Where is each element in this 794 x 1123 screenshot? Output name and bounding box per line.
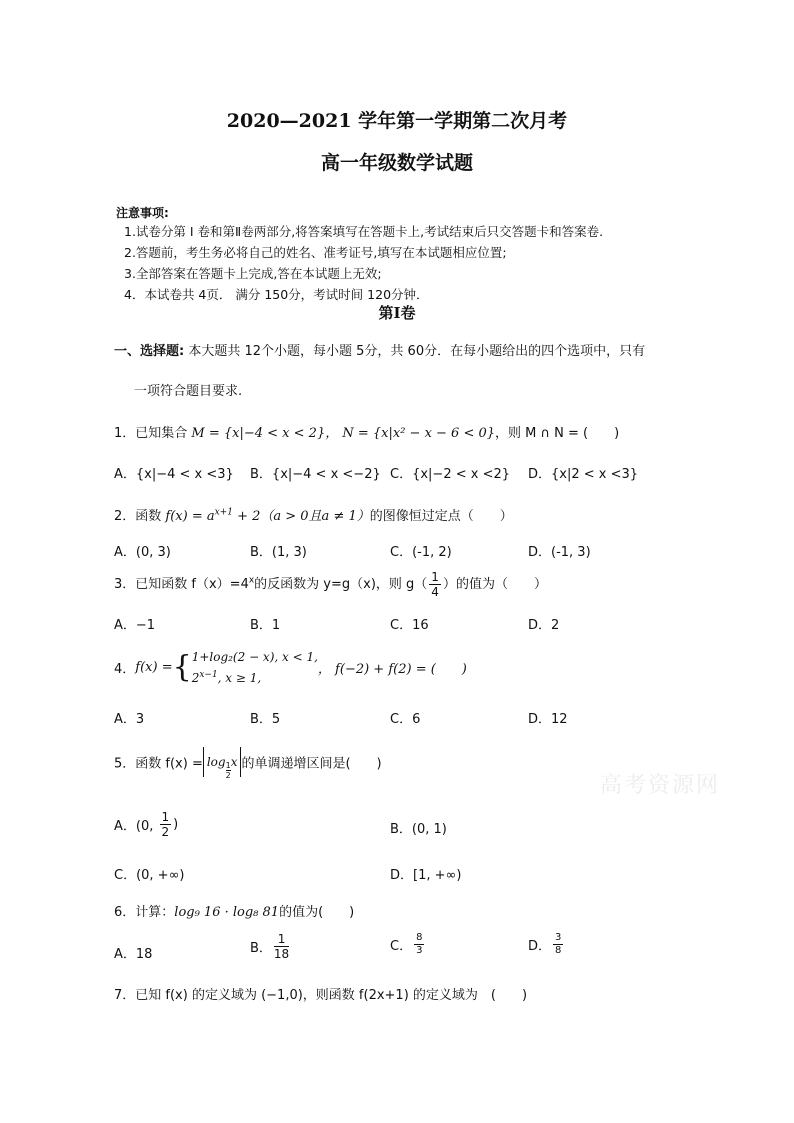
q6-opt-d-frac <box>553 932 563 957</box>
watermark: 高考资源网 <box>600 773 721 798</box>
q6-opt-c-den: 3 <box>416 945 423 956</box>
q5-opt-a-num: 1 <box>161 810 170 824</box>
q3-option-b: B．1 <box>250 618 281 633</box>
q3-option-a: A．−1 <box>114 618 156 633</box>
q6-expr: log₉ 16 · log₈ 81 <box>174 905 280 920</box>
q4-brace: { <box>172 649 192 685</box>
q3-exponent: x <box>248 575 255 586</box>
q5-stem-post: 的单调递增区间是( ) <box>241 756 382 772</box>
q5-opt-a-frac <box>160 810 172 839</box>
q5-option-a <box>114 810 178 839</box>
q3-frac-den: 4 <box>431 585 439 599</box>
q1-option-d: D．{x|2 < x <3} <box>528 467 639 482</box>
question-5 <box>114 747 382 787</box>
section-label: 一、选择题: <box>114 344 185 359</box>
q1-set-n: N = {x|x² − x − 6 < 0} <box>338 426 496 441</box>
q1-option-c: C．{x|−2 < x <2} <box>390 467 511 482</box>
q2-option-b: B．(1, 3) <box>250 545 307 560</box>
q2-stem-post: 的图像恒过定点（ ） <box>369 509 513 524</box>
q6-option-d <box>528 932 565 957</box>
q4-option-d: D．12 <box>528 712 568 727</box>
q5-var: x <box>230 755 238 769</box>
q5-opt-a-den: 2 <box>161 825 170 839</box>
q5-option-b: B．(0, 1) <box>390 822 447 837</box>
q1-stem-post: ，则 M ∩ N = ( ) <box>495 426 620 441</box>
q4-fx: f(x) = <box>135 660 173 675</box>
q2-mid: + 2（a > 0且a ≠ 1） <box>232 509 370 524</box>
section-heading <box>114 340 645 359</box>
q4-option-c: C．6 <box>390 712 421 727</box>
q5-stem-pre: 5．函数 f(x) = <box>114 756 203 772</box>
q4-case-2-exp: x−1 <box>199 670 218 680</box>
q6-stem: 6．计算： <box>114 905 175 920</box>
q5-opt-a-post: ) <box>173 817 179 832</box>
q5-option-d: D．[1, +∞) <box>390 868 462 883</box>
q5-base-num: 1 <box>225 761 231 770</box>
q5-log: log <box>206 755 226 769</box>
q1-option-b: B．{x|−4 < x <−2} <box>250 467 381 482</box>
q2-fx: f(x) = a <box>165 509 215 524</box>
notice-item-2: 2.答题前，考生务必将自己的姓名、准考证号,填写在本试题相应位置; <box>124 245 507 260</box>
exam-title: 2020—2021 学年第一学期第二次月考 <box>226 110 568 132</box>
q4-cases <box>192 648 318 687</box>
section-desc-2: 一项符合题目要求. <box>134 384 243 399</box>
q6-option-a: A．18 <box>114 947 153 962</box>
exam-subtitle: 高一年级数学试题 <box>320 152 473 174</box>
q2-option-d: D．(-1, 3) <box>528 545 591 560</box>
question-6 <box>114 901 354 920</box>
q4-case-2 <box>192 666 318 687</box>
q6-opt-c-pre: C． <box>390 939 413 954</box>
question-7: 7．已知 f(x) 的定义域为 (−1,0)，则函数 f(2x+1) 的定义域为 ( ) <box>114 988 528 1003</box>
q6-opt-d-num: 3 <box>555 932 562 943</box>
q1-stem-pre: 1．已知集合 <box>114 426 192 441</box>
q4-case-2-rest: , x ≥ 1, <box>217 671 262 685</box>
q6-option-b <box>250 932 291 961</box>
q6-stem-post: 的值为( ) <box>279 905 355 920</box>
q3-stem-pre: 3．已知函数 f（x）=4 <box>114 577 249 592</box>
notice-heading: 注意事项: <box>116 206 169 220</box>
q6-opt-b-frac <box>274 932 289 961</box>
question-2 <box>114 505 513 524</box>
q1-option-a: A．{x|−4 < x <3} <box>114 467 234 482</box>
q3-mid: 的反函数为 y=g（x)，则 g（ <box>254 577 428 592</box>
q6-opt-c-frac <box>414 932 424 957</box>
q6-opt-b-den: 18 <box>273 947 290 961</box>
q4-option-b: B．5 <box>250 712 281 727</box>
question-4 <box>114 648 467 688</box>
q6-opt-b-pre: B． <box>250 941 272 956</box>
q5-opt-a-pre: A．(0, <box>114 819 158 834</box>
question-1 <box>114 422 619 441</box>
q6-opt-d-pre: D． <box>528 939 552 954</box>
question-3 <box>114 570 547 599</box>
q2-exponent: x+1 <box>214 507 233 518</box>
q5-abs-value <box>203 747 242 780</box>
q5-base-den: 2 <box>225 771 231 780</box>
notice-item-3: 3.全部答案在答题卡上完成,答在本试题上无效; <box>124 266 382 281</box>
notice-item-1: 1.试卷分第 I 卷和第Ⅱ卷两部分,将答案填写在答题卡上,考试结束后只交答题卡和答案卷. <box>124 224 604 239</box>
q4-stem-post: ， f(−2) + f(2) = ( ) <box>317 662 467 677</box>
q2-option-a: A．(0, 3) <box>114 545 171 560</box>
q6-opt-c-num: 8 <box>416 932 423 943</box>
q3-stem-post: ）的值为（ ） <box>442 577 547 592</box>
q3-fraction <box>429 570 441 599</box>
q4-stem-pre: 4． <box>114 662 136 677</box>
volume-heading: 第Ⅰ卷 <box>378 304 416 322</box>
section-desc: 本大题共 12个小题，每小题 5分，共 60分．在每小题给出的四个选项中，只有 <box>184 344 646 359</box>
q6-opt-b-num: 1 <box>274 932 289 947</box>
q4-case-1: 1+log₂(2 − x), x < 1, <box>191 650 318 664</box>
q6-option-c <box>390 932 426 957</box>
q3-frac-num: 1 <box>431 570 439 584</box>
q3-option-c: C．16 <box>390 618 429 633</box>
q2-stem-pre: 2．函数 <box>114 509 166 524</box>
q6-opt-d-den: 8 <box>555 945 562 956</box>
q2-option-c: C．(-1, 2) <box>390 545 452 560</box>
q1-set-m: M = {x|−4 < x < 2}， <box>191 426 339 441</box>
notice-item-4: 4．本试卷共 4页． 满分 150分，考试时间 120分钟． <box>124 287 429 302</box>
q3-option-d: D．2 <box>528 618 560 633</box>
q4-case-2-base: 2 <box>191 671 200 685</box>
q5-option-c: C．(0, +∞) <box>114 868 185 883</box>
q4-option-a: A．3 <box>114 712 145 727</box>
